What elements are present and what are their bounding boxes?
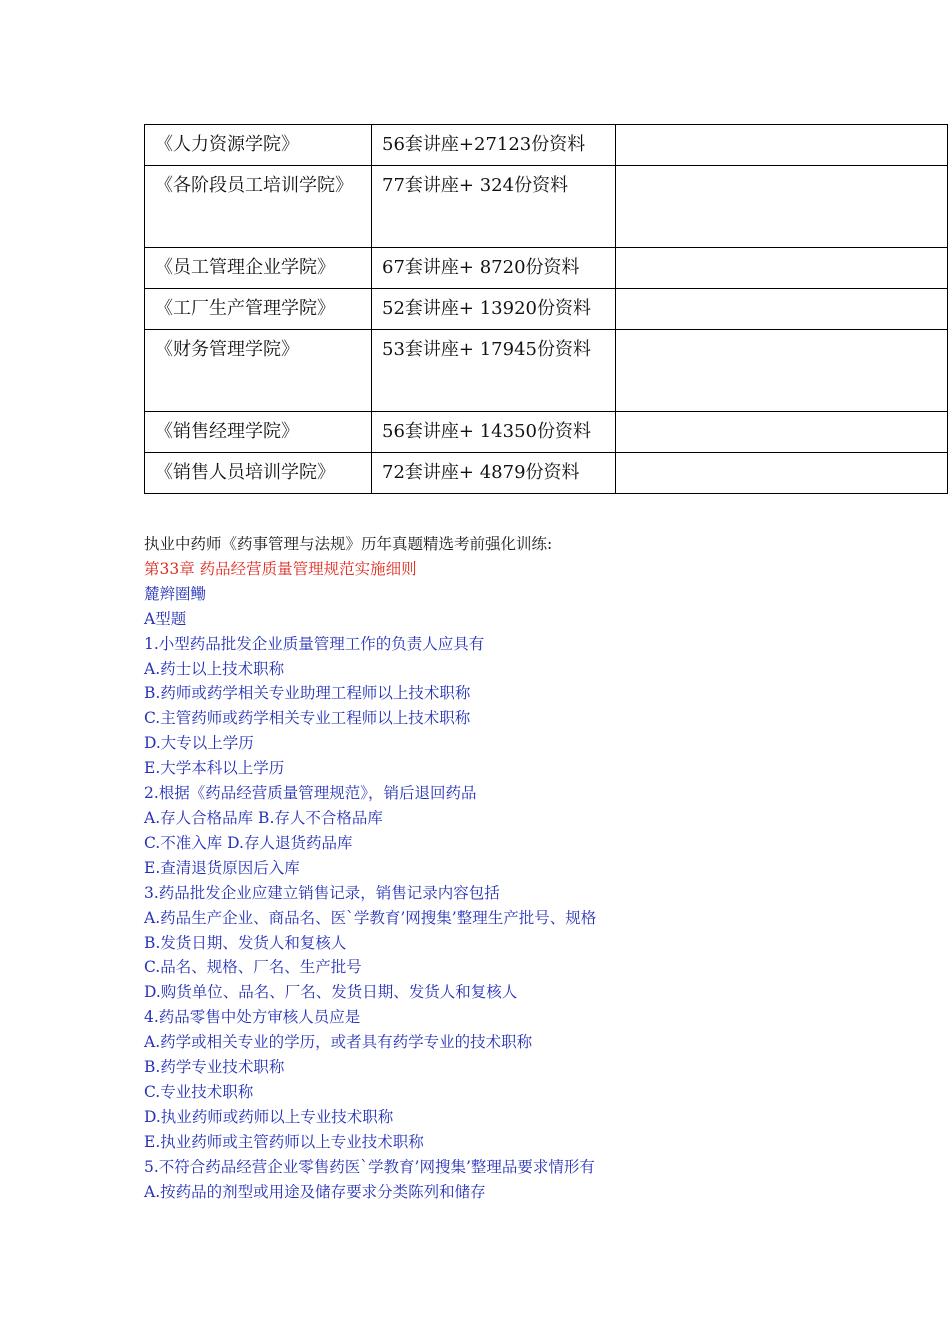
table-row: [145, 125, 948, 166]
option-line: A.药学或相关专业的学历，或者具有药学专业的技术职称: [144, 1033, 533, 1052]
option-line: E.查清退货原因后入库: [144, 858, 300, 877]
course-detail-cell: 52套讲座+ 13920份资料: [372, 289, 616, 330]
option-line: E.执业药师或主管药师以上专业技术职称: [144, 1132, 424, 1151]
garbled-text: 麓辫圈鳓: [144, 584, 207, 603]
course-name-cell: 《人力资源学院》: [145, 125, 372, 166]
question-line: 4.药品零售中处方审核人员应是: [144, 1008, 361, 1027]
option-line: C.主管药师或药学相关专业工程师以上技术职称: [144, 709, 471, 728]
course-name-cell: 《员工管理企业学院》: [145, 248, 372, 289]
table-row: [145, 412, 948, 453]
question-line: 5.不符合药品经营企业零售药医`学教育’网搜集’整理品要求情形有: [144, 1157, 595, 1176]
course-catalog-table: [144, 124, 948, 494]
option-line: A.存人合格品库 B.存人不合格品库: [144, 808, 383, 827]
exam-content: [144, 532, 924, 1204]
empty-cell: [616, 289, 948, 330]
option-line: A.按药品的剂型或用途及储存要求分类陈列和储存: [144, 1182, 486, 1201]
question-type-heading: A型题: [144, 609, 187, 628]
option-line: D.执业药师或药师以上专业技术职称: [144, 1107, 394, 1126]
course-name-cell: 《销售人员培训学院》: [145, 453, 372, 494]
option-line: C.专业技术职称: [144, 1082, 254, 1101]
course-detail-cell: 77套讲座+ 324份资料: [372, 166, 616, 248]
course-detail-cell: 67套讲座+ 8720份资料: [372, 248, 616, 289]
table-row: [145, 330, 948, 412]
question-line: 2.根据《药品经营质量管理规范》，销后退回药品: [144, 784, 477, 803]
intro-text: 执业中药师《药事管理与法规》历年真题精选考前强化训练:: [144, 535, 553, 553]
course-name-cell: 《销售经理学院》: [145, 412, 372, 453]
question-line: 3.药品批发企业应建立销售记录，销售记录内容包括: [144, 883, 500, 902]
option-line: C.品名、规格、厂名、生产批号: [144, 958, 362, 977]
empty-cell: [616, 453, 948, 494]
table-row: [145, 248, 948, 289]
option-line: A.药士以上技术职称: [144, 659, 285, 678]
course-name-cell: 《各阶段员工培训学院》: [145, 166, 372, 248]
option-line: B.药师或药学相关专业助理工程师以上技术职称: [144, 684, 471, 703]
option-line: A.药品生产企业、商品名、医`学教育’网搜集’整理生产批号、规格: [144, 908, 597, 927]
option-line: E.大学本科以上学历: [144, 759, 285, 778]
empty-cell: [616, 125, 948, 166]
empty-cell: [616, 166, 948, 248]
option-line: B.药学专业技术职称: [144, 1058, 285, 1077]
option-line: D.大专以上学历: [144, 734, 254, 753]
course-detail-cell: 56套讲座+ 14350份资料: [372, 412, 616, 453]
empty-cell: [616, 248, 948, 289]
question-line: 1.小型药品批发企业质量管理工作的负责人应具有: [144, 634, 485, 653]
table-row: [145, 289, 948, 330]
table-row: [145, 453, 948, 494]
course-name-cell: 《财务管理学院》: [145, 330, 372, 412]
option-line: C.不准入库 D.存人退货药品库: [144, 833, 353, 852]
chapter-heading: 第33章 药品经营质量管理规范实施细则: [144, 559, 417, 578]
option-line: D.购货单位、品名、厂名、发货日期、发货人和复核人: [144, 983, 518, 1002]
empty-cell: [616, 330, 948, 412]
course-detail-cell: 72套讲座+ 4879份资料: [372, 453, 616, 494]
course-name-cell: 《工厂生产管理学院》: [145, 289, 372, 330]
empty-cell: [616, 412, 948, 453]
course-detail-cell: 56套讲座+27123份资料: [372, 125, 616, 166]
course-detail-cell: 53套讲座+ 17945份资料: [372, 330, 616, 412]
table-row: [145, 166, 948, 248]
option-line: B.发货日期、发货人和复核人: [144, 933, 347, 952]
